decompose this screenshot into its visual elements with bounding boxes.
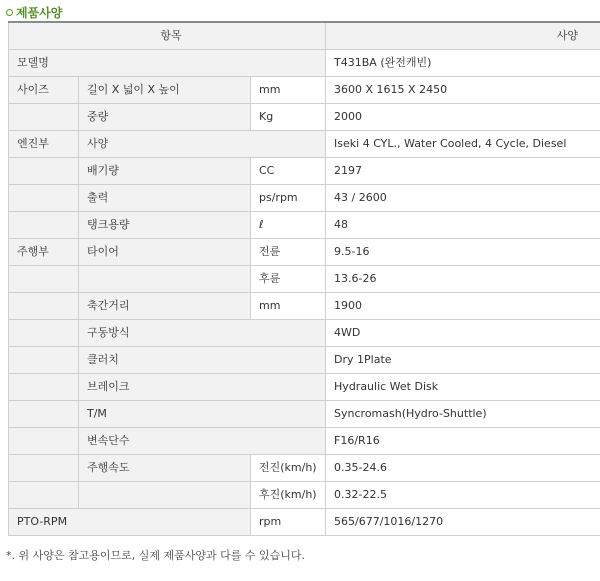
unit-wheelbase: mm	[251, 293, 326, 320]
footnote: *. 위 사양은 참고용이므로, 실제 제품사양과 다를 수 있습니다.	[6, 549, 305, 562]
table-row	[9, 293, 600, 320]
section-title: 제품사양	[16, 5, 63, 20]
table-row	[9, 482, 600, 509]
circle-bullet-icon	[6, 9, 13, 16]
table-row	[9, 347, 600, 374]
empty-cell	[9, 185, 79, 212]
header-spec: 사양	[326, 22, 600, 50]
value-speed-forward: 0.35-24.6	[326, 455, 600, 482]
value-brake: Hydraulic Wet Disk	[326, 374, 600, 401]
group-drive: 주행부	[9, 239, 79, 266]
label-pto: PTO-RPM	[9, 509, 251, 536]
value-model: T431BA (완전캐빈)	[326, 50, 600, 77]
label-model: 모델명	[9, 50, 326, 77]
table-row	[9, 509, 600, 536]
table-row	[9, 239, 600, 266]
empty-cell	[9, 293, 79, 320]
value-weight: 2000	[326, 104, 600, 131]
label-speed: 주행속도	[79, 455, 251, 482]
value-wheelbase: 1900	[326, 293, 600, 320]
value-transmission: Syncromash(Hydro-Shuttle)	[326, 401, 600, 428]
value-engine-spec: Iseki 4 CYL., Water Cooled, 4 Cycle, Diesel	[326, 131, 600, 158]
label-output: 출력	[79, 185, 251, 212]
empty-cell	[9, 347, 79, 374]
label-displacement: 배기량	[79, 158, 251, 185]
table-row	[9, 374, 600, 401]
unit-speed-forward: 전진(km/h)	[251, 455, 326, 482]
unit-tank: ℓ	[251, 212, 326, 239]
value-tire-front: 9.5-16	[326, 239, 600, 266]
value-tire-rear: 13.6-26	[326, 266, 600, 293]
table-row	[9, 104, 600, 131]
table-row	[9, 50, 600, 77]
label-brake: 브레이크	[79, 374, 326, 401]
label-clutch: 클러치	[79, 347, 326, 374]
value-gears: F16/R16	[326, 428, 600, 455]
spec-table	[8, 21, 600, 536]
label-size-dims: 길이 X 넓이 X 높이	[79, 77, 251, 104]
table-row	[9, 401, 600, 428]
label-gears: 변속단수	[79, 428, 326, 455]
empty-cell	[9, 320, 79, 347]
table-row	[9, 185, 600, 212]
empty-cell	[9, 401, 79, 428]
header-item: 항목	[9, 22, 326, 50]
empty-cell	[9, 482, 79, 509]
label-weight: 중량	[79, 104, 251, 131]
label-tank: 탱크용량	[79, 212, 251, 239]
table-row	[9, 455, 600, 482]
group-engine: 엔진부	[9, 131, 79, 158]
empty-cell	[9, 374, 79, 401]
table-row	[9, 266, 600, 293]
table-row	[9, 212, 600, 239]
label-drive-type: 구동방식	[79, 320, 326, 347]
label-engine-spec: 사양	[79, 131, 326, 158]
unit-size-dims: mm	[251, 77, 326, 104]
value-speed-reverse: 0.32-22.5	[326, 482, 600, 509]
empty-cell	[79, 266, 251, 293]
value-tank: 48	[326, 212, 600, 239]
empty-cell	[9, 428, 79, 455]
table-row	[9, 77, 600, 104]
value-drive-type: 4WD	[326, 320, 600, 347]
empty-cell	[9, 212, 79, 239]
label-wheelbase: 축간거리	[79, 293, 251, 320]
value-size-dims: 3600 X 1615 X 2450	[326, 77, 600, 104]
unit-tire-rear: 후륜	[251, 266, 326, 293]
unit-pto: rpm	[251, 509, 326, 536]
table-row	[9, 131, 600, 158]
empty-cell	[9, 104, 79, 131]
table-header-row	[9, 22, 600, 50]
value-displacement: 2197	[326, 158, 600, 185]
label-transmission: T/M	[79, 401, 326, 428]
unit-output: ps/rpm	[251, 185, 326, 212]
empty-cell	[79, 482, 251, 509]
empty-cell	[9, 158, 79, 185]
unit-weight: Kg	[251, 104, 326, 131]
empty-cell	[9, 455, 79, 482]
table-row	[9, 320, 600, 347]
unit-displacement: CC	[251, 158, 326, 185]
unit-tire-front: 전륜	[251, 239, 326, 266]
empty-cell	[9, 266, 79, 293]
table-row	[9, 158, 600, 185]
value-output: 43 / 2600	[326, 185, 600, 212]
value-pto: 565/677/1016/1270	[326, 509, 600, 536]
label-tire: 타이어	[79, 239, 251, 266]
table-row	[9, 428, 600, 455]
unit-speed-reverse: 후진(km/h)	[251, 482, 326, 509]
group-size: 사이즈	[9, 77, 79, 104]
section-title-row	[6, 4, 62, 20]
value-clutch: Dry 1Plate	[326, 347, 600, 374]
